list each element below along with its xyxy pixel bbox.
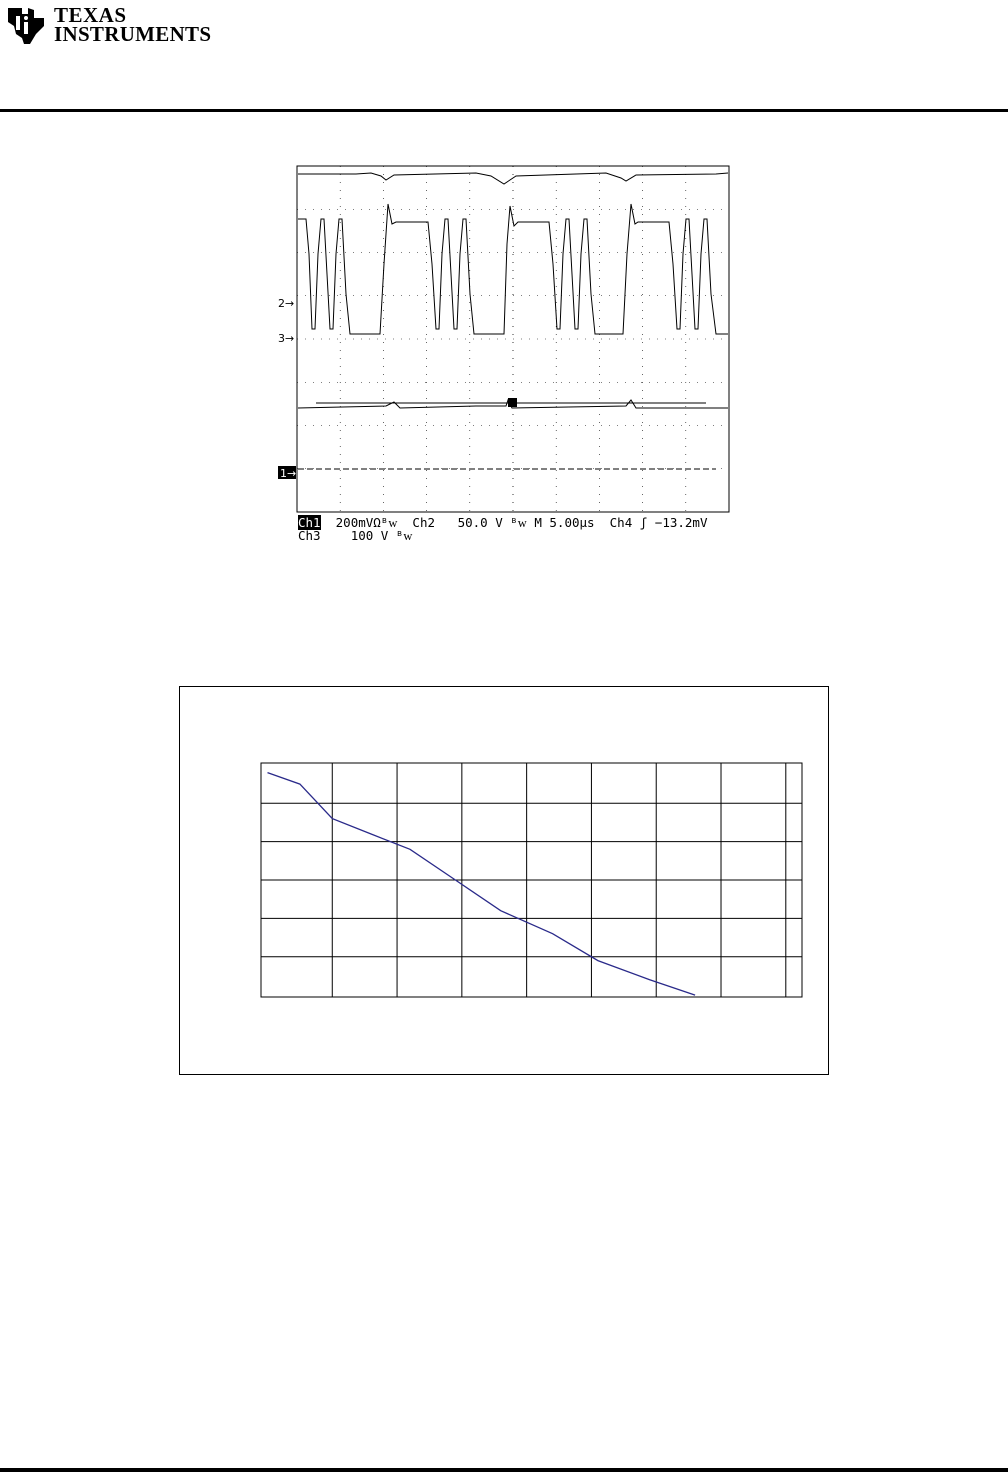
ch3-marker: 3→	[278, 332, 295, 345]
chart-container	[179, 686, 829, 1075]
ti-logo	[4, 3, 212, 48]
ch2-coupling: ᴮᴡ	[510, 515, 527, 530]
ch2-marker: 2→	[278, 297, 295, 310]
ti-logo-icon	[4, 4, 48, 46]
chart-series	[268, 773, 696, 996]
chart-grid	[261, 763, 802, 997]
brand-line2: INSTRUMENTS	[54, 22, 212, 46]
trigger-setting: Ch4 ʃ −13.2mV	[609, 515, 708, 530]
ch2-label: Ch2	[412, 515, 435, 530]
trace-ch2-switching	[298, 204, 728, 334]
header-rule	[0, 109, 1008, 112]
ch2-scale: 50.0 V	[457, 515, 503, 530]
ch3-coupling: ᴮᴡ	[395, 528, 413, 543]
scope-graticule	[297, 166, 729, 512]
oscilloscope-screen	[276, 164, 736, 514]
series-line-1	[268, 773, 696, 996]
trigger-position-icon	[508, 398, 517, 407]
brand-line1: TEXAS	[54, 3, 127, 27]
ch1-scale: 200mVΩ	[335, 515, 381, 530]
scope-readout	[298, 516, 707, 542]
line-chart	[180, 687, 828, 1074]
footer-rule	[0, 1468, 1008, 1472]
oscilloscope-figure	[276, 164, 736, 546]
ch3-label: Ch3	[298, 528, 321, 543]
ch1-coupling: ᴮᴡ	[380, 515, 398, 530]
timebase: M 5.00µs	[534, 515, 595, 530]
ti-logo-wordmark	[54, 3, 212, 46]
ch1-label: Ch1	[298, 515, 321, 530]
page-header	[0, 0, 1008, 112]
ch3-scale: 100 V	[350, 528, 389, 543]
ch1-marker: 1→	[280, 467, 297, 480]
